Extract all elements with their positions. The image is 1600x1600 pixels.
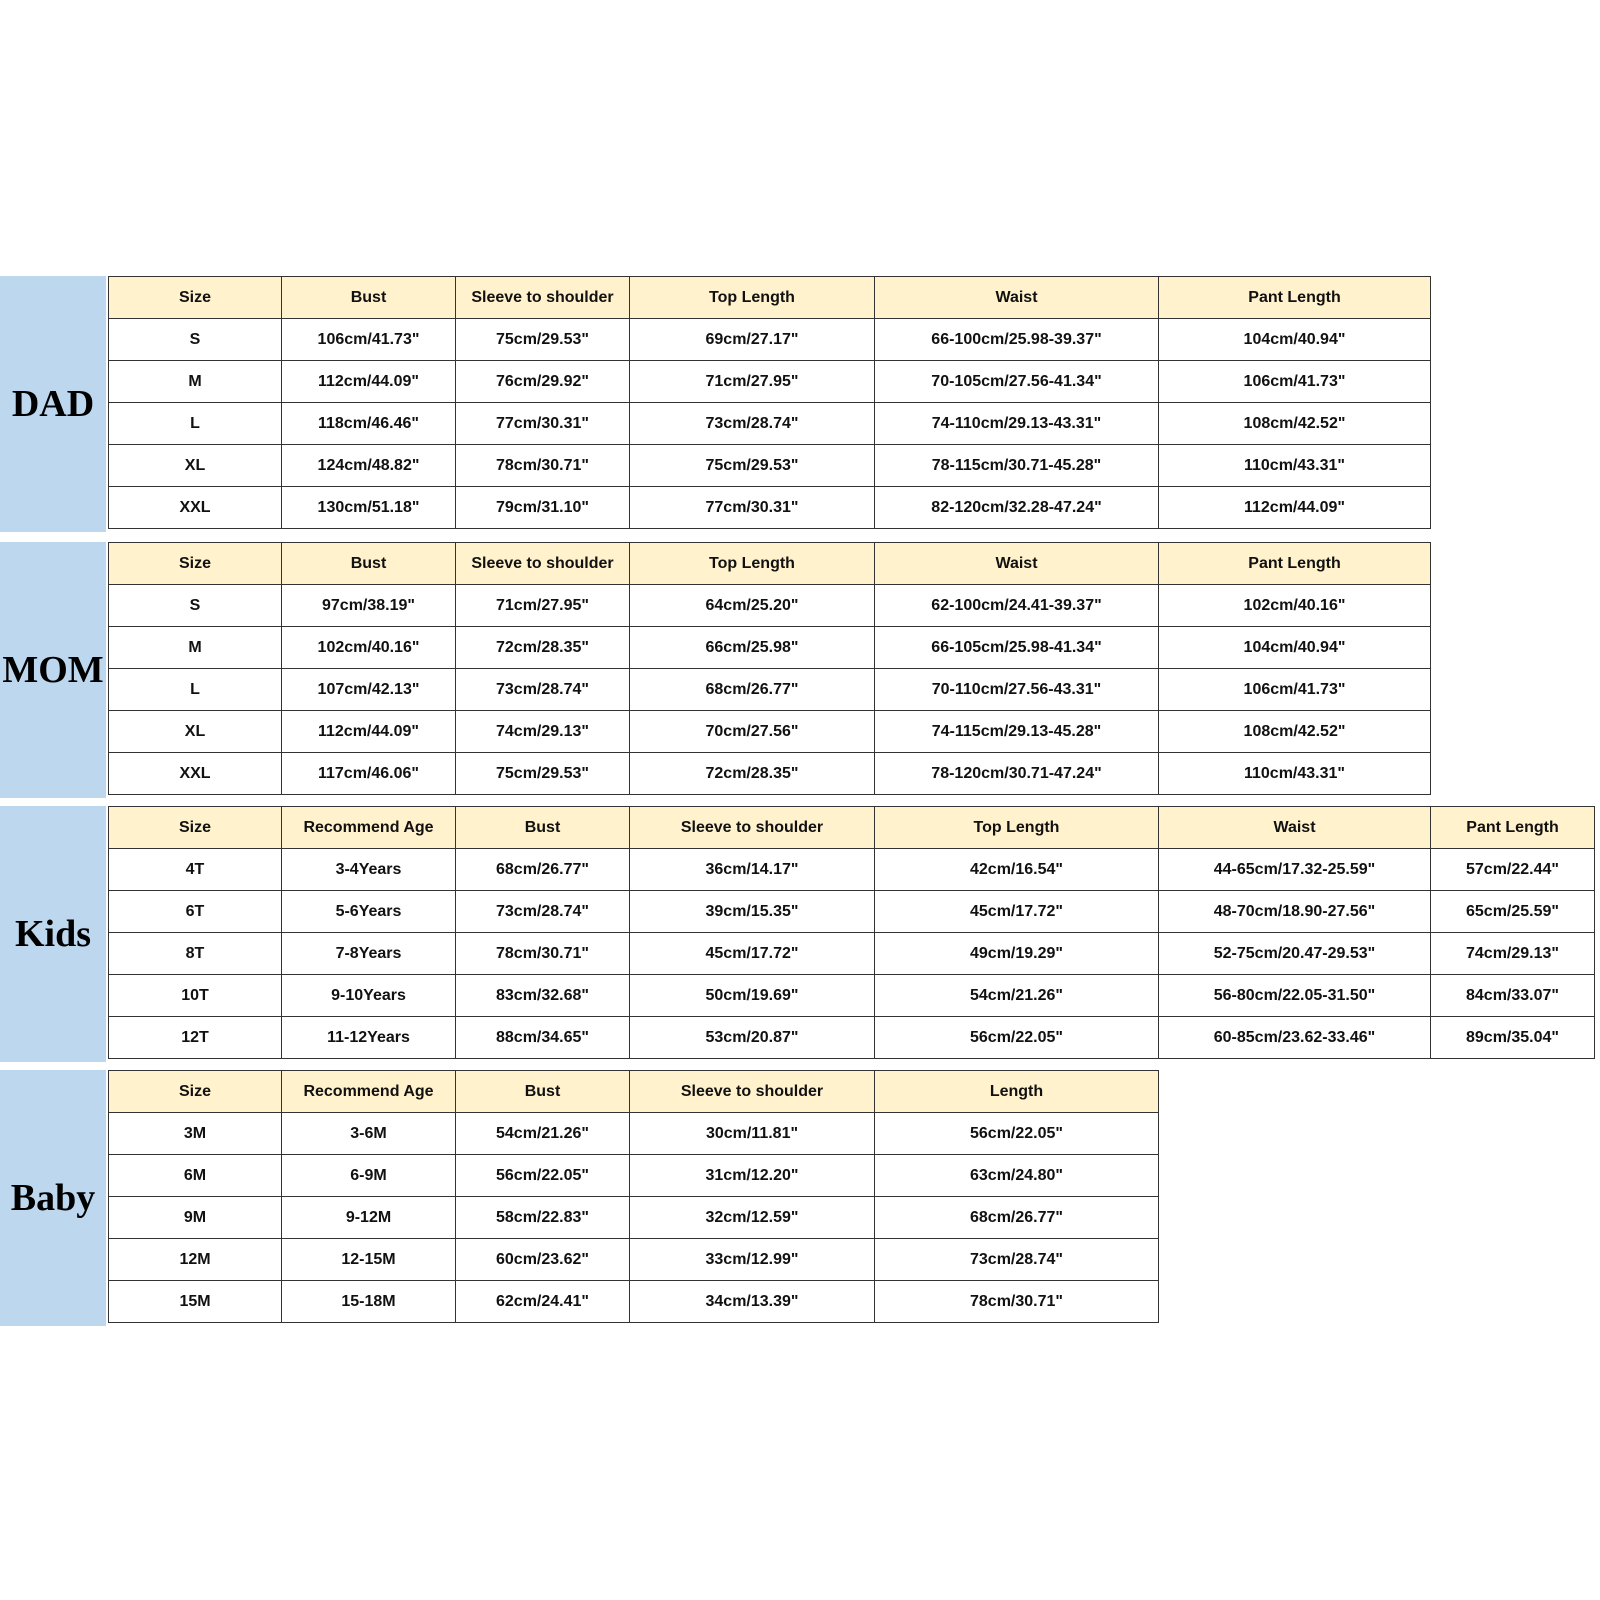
table-cell: 60cm/23.62": [456, 1239, 630, 1281]
table-cell: 6T: [109, 891, 282, 933]
section-label: MOM: [2, 649, 104, 691]
section-label: Baby: [10, 1177, 96, 1219]
header-cell: Waist: [875, 543, 1159, 585]
table-cell: 107cm/42.13": [282, 669, 456, 711]
section-label: Kids: [14, 913, 92, 955]
table-cell: 71cm/27.95": [456, 585, 630, 627]
table-cell: 75cm/29.53": [630, 445, 875, 487]
table-cell: 3M: [109, 1113, 282, 1155]
header-cell: Size: [109, 277, 282, 319]
table-cell: 130cm/51.18": [282, 487, 456, 529]
table-cell: 64cm/25.20": [630, 585, 875, 627]
table-cell: 4T: [109, 849, 282, 891]
table-cell: 34cm/13.39": [630, 1281, 875, 1323]
section-label-block: [0, 806, 106, 1062]
table-cell: 102cm/40.16": [1159, 585, 1431, 627]
table-cell: 15M: [109, 1281, 282, 1323]
table-cell: 66-100cm/25.98-39.37": [875, 319, 1159, 361]
table-row: [109, 975, 1595, 1017]
header-cell: Length: [875, 1071, 1159, 1113]
table-cell: 74-110cm/29.13-43.31": [875, 403, 1159, 445]
header-cell: Sleeve to shoulder: [456, 277, 630, 319]
table-cell: 112cm/44.09": [1159, 487, 1431, 529]
table-cell: 5-6Years: [282, 891, 456, 933]
table-cell: M: [109, 627, 282, 669]
table-cell: 104cm/40.94": [1159, 319, 1431, 361]
header-cell: Top Length: [630, 277, 875, 319]
table-row: [109, 585, 1431, 627]
header-cell: Top Length: [630, 543, 875, 585]
table-row: [109, 487, 1431, 529]
table-cell: 39cm/15.35": [630, 891, 875, 933]
table-cell: 78cm/30.71": [456, 445, 630, 487]
table-cell: 74cm/29.13": [1431, 933, 1595, 975]
size-table: [108, 806, 1595, 1059]
section-label-block: [0, 1070, 106, 1326]
header-cell: Bust: [282, 543, 456, 585]
header-cell: Size: [109, 543, 282, 585]
table-cell: 9-12M: [282, 1197, 456, 1239]
table-cell: 3-6M: [282, 1113, 456, 1155]
table-cell: S: [109, 319, 282, 361]
header-cell: Sleeve to shoulder: [456, 543, 630, 585]
table-cell: 54cm/21.26": [875, 975, 1159, 1017]
table-cell: 57cm/22.44": [1431, 849, 1595, 891]
table-row: [109, 669, 1431, 711]
table-cell: 49cm/19.29": [875, 933, 1159, 975]
table-cell: 68cm/26.77": [630, 669, 875, 711]
header-cell: Pant Length: [1431, 807, 1595, 849]
header-cell: Waist: [875, 277, 1159, 319]
table-row: [109, 319, 1431, 361]
table-row: [109, 627, 1431, 669]
table-cell: 60-85cm/23.62-33.46": [1159, 1017, 1431, 1059]
table-cell: 63cm/24.80": [875, 1155, 1159, 1197]
table-row: [109, 933, 1595, 975]
table-cell: 33cm/12.99": [630, 1239, 875, 1281]
table-cell: 124cm/48.82": [282, 445, 456, 487]
table-cell: 78cm/30.71": [875, 1281, 1159, 1323]
table-cell: 106cm/41.73": [1159, 669, 1431, 711]
table-cell: 12M: [109, 1239, 282, 1281]
table-cell: 106cm/41.73": [282, 319, 456, 361]
table-cell: 45cm/17.72": [875, 891, 1159, 933]
header-cell: Sleeve to shoulder: [630, 807, 875, 849]
header-cell: Bust: [456, 1071, 630, 1113]
table-cell: L: [109, 669, 282, 711]
table-cell: 52-75cm/20.47-29.53": [1159, 933, 1431, 975]
header-cell: Top Length: [875, 807, 1159, 849]
table-cell: 74cm/29.13": [456, 711, 630, 753]
table-cell: 44-65cm/17.32-25.59": [1159, 849, 1431, 891]
table-cell: 54cm/21.26": [456, 1113, 630, 1155]
table-row: [109, 1155, 1159, 1197]
header-cell: Recommend Age: [282, 1071, 456, 1113]
table-row: [109, 403, 1431, 445]
table-cell: XL: [109, 445, 282, 487]
table-cell: 75cm/29.53": [456, 319, 630, 361]
table-cell: 108cm/42.52": [1159, 711, 1431, 753]
table-cell: 66-105cm/25.98-41.34": [875, 627, 1159, 669]
table-cell: 3-4Years: [282, 849, 456, 891]
table-cell: 53cm/20.87": [630, 1017, 875, 1059]
table-row: [109, 891, 1595, 933]
table-cell: 32cm/12.59": [630, 1197, 875, 1239]
table-cell: 97cm/38.19": [282, 585, 456, 627]
header-row: [109, 1071, 1159, 1113]
table-cell: 56-80cm/22.05-31.50": [1159, 975, 1431, 1017]
table-cell: 68cm/26.77": [456, 849, 630, 891]
table-cell: 78cm/30.71": [456, 933, 630, 975]
size-table: [108, 276, 1431, 529]
table-cell: 102cm/40.16": [282, 627, 456, 669]
table-cell: 11-12Years: [282, 1017, 456, 1059]
header-cell: Waist: [1159, 807, 1431, 849]
table-cell: 76cm/29.92": [456, 361, 630, 403]
table-cell: 56cm/22.05": [875, 1017, 1159, 1059]
table-cell: 74-115cm/29.13-45.28": [875, 711, 1159, 753]
table-cell: XXL: [109, 487, 282, 529]
header-cell: Bust: [456, 807, 630, 849]
table-cell: 88cm/34.65": [456, 1017, 630, 1059]
table-cell: 78-115cm/30.71-45.28": [875, 445, 1159, 487]
table-cell: 30cm/11.81": [630, 1113, 875, 1155]
table-cell: 56cm/22.05": [456, 1155, 630, 1197]
table-cell: 73cm/28.74": [456, 891, 630, 933]
table-cell: 65cm/25.59": [1431, 891, 1595, 933]
table-cell: 73cm/28.74": [630, 403, 875, 445]
table-cell: 70-105cm/27.56-41.34": [875, 361, 1159, 403]
table-cell: 62cm/24.41": [456, 1281, 630, 1323]
table-cell: S: [109, 585, 282, 627]
table-cell: 12T: [109, 1017, 282, 1059]
header-row: [109, 543, 1431, 585]
table-cell: 77cm/30.31": [630, 487, 875, 529]
table-cell: 9M: [109, 1197, 282, 1239]
table-cell: 72cm/28.35": [456, 627, 630, 669]
table-cell: 50cm/19.69": [630, 975, 875, 1017]
table-row: [109, 849, 1595, 891]
table-cell: 112cm/44.09": [282, 361, 456, 403]
table-cell: 83cm/32.68": [456, 975, 630, 1017]
size-table: [108, 1070, 1159, 1323]
table-cell: L: [109, 403, 282, 445]
size-table: [108, 542, 1431, 795]
table-row: [109, 1197, 1159, 1239]
table-cell: 42cm/16.54": [875, 849, 1159, 891]
table-cell: 104cm/40.94": [1159, 627, 1431, 669]
header-cell: Bust: [282, 277, 456, 319]
table-cell: 82-120cm/32.28-47.24": [875, 487, 1159, 529]
table-cell: 108cm/42.52": [1159, 403, 1431, 445]
table-cell: 48-70cm/18.90-27.56": [1159, 891, 1431, 933]
header-cell: Pant Length: [1159, 277, 1431, 319]
table-cell: 68cm/26.77": [875, 1197, 1159, 1239]
table-cell: 6M: [109, 1155, 282, 1197]
table-row: [109, 1239, 1159, 1281]
table-cell: 56cm/22.05": [875, 1113, 1159, 1155]
table-cell: 15-18M: [282, 1281, 456, 1323]
table-cell: 70cm/27.56": [630, 711, 875, 753]
header-row: [109, 277, 1431, 319]
table-row: [109, 1017, 1595, 1059]
header-cell: Size: [109, 807, 282, 849]
table-row: [109, 1113, 1159, 1155]
table-cell: 79cm/31.10": [456, 487, 630, 529]
table-cell: 9-10Years: [282, 975, 456, 1017]
table-cell: 58cm/22.83": [456, 1197, 630, 1239]
section-label-block: [0, 542, 106, 798]
header-cell: Pant Length: [1159, 543, 1431, 585]
table-cell: 71cm/27.95": [630, 361, 875, 403]
table-cell: 6-9M: [282, 1155, 456, 1197]
table-cell: 12-15M: [282, 1239, 456, 1281]
table-cell: 10T: [109, 975, 282, 1017]
table-cell: 70-110cm/27.56-43.31": [875, 669, 1159, 711]
header-cell: Size: [109, 1071, 282, 1113]
table-cell: 84cm/33.07": [1431, 975, 1595, 1017]
table-cell: 77cm/30.31": [456, 403, 630, 445]
header-row: [109, 807, 1595, 849]
table-cell: 110cm/43.31": [1159, 445, 1431, 487]
table-cell: 78-120cm/30.71-47.24": [875, 753, 1159, 795]
table-cell: 69cm/27.17": [630, 319, 875, 361]
table-cell: 7-8Years: [282, 933, 456, 975]
table-cell: M: [109, 361, 282, 403]
table-cell: 73cm/28.74": [875, 1239, 1159, 1281]
table-row: [109, 1281, 1159, 1323]
table-cell: 110cm/43.31": [1159, 753, 1431, 795]
table-cell: 31cm/12.20": [630, 1155, 875, 1197]
table-cell: XXL: [109, 753, 282, 795]
table-row: [109, 753, 1431, 795]
table-cell: XL: [109, 711, 282, 753]
table-cell: 72cm/28.35": [630, 753, 875, 795]
table-cell: 62-100cm/24.41-39.37": [875, 585, 1159, 627]
table-cell: 117cm/46.06": [282, 753, 456, 795]
table-cell: 106cm/41.73": [1159, 361, 1431, 403]
table-cell: 112cm/44.09": [282, 711, 456, 753]
section-label: DAD: [11, 383, 95, 425]
header-cell: Sleeve to shoulder: [630, 1071, 875, 1113]
table-row: [109, 445, 1431, 487]
table-cell: 75cm/29.53": [456, 753, 630, 795]
table-row: [109, 711, 1431, 753]
table-cell: 36cm/14.17": [630, 849, 875, 891]
table-cell: 8T: [109, 933, 282, 975]
table-cell: 118cm/46.46": [282, 403, 456, 445]
header-cell: Recommend Age: [282, 807, 456, 849]
table-cell: 66cm/25.98": [630, 627, 875, 669]
table-cell: 89cm/35.04": [1431, 1017, 1595, 1059]
table-cell: 73cm/28.74": [456, 669, 630, 711]
table-row: [109, 361, 1431, 403]
table-cell: 45cm/17.72": [630, 933, 875, 975]
section-label-block: [0, 276, 106, 532]
